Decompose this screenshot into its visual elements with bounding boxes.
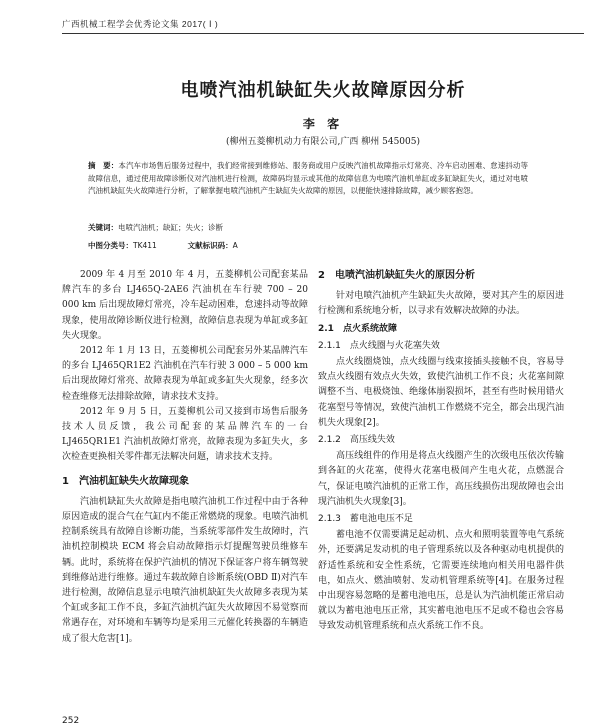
body-paragraph: 2012 年 9 月 5 日，五菱柳机公司又接到市场售后服务技术人员反馈，我公司配套的某品牌汽车的一台 LJ465QR1E1 汽油机故障灯常亮，故障表现为多缸失火，多次检查更换相关零件都无法解决问题，请求技术支持。	[62, 406, 308, 463]
doc-code-value: A	[232, 241, 238, 250]
subsubsection-heading: 2.1.3 蓄电池电压不足	[318, 514, 413, 525]
body-paragraph: 汽油机缺缸失火故障是指电喷汽油机工作过程中由于各种原因造成的混合气在气缸内不能正常燃烧的现象。电喷汽油机控制系统具有故障自诊断功能，当系统零部件发生故障时，汽油机控制模块 ECM 将会启动故障指示灯提醒驾驶员维修车辆。此时，系统将在保护汽油机的情况下保证客户将车辆驾驶到维修站进行维修。通过车载故障自诊断系统(OBD Ⅱ)对汽车进行检测，故障信息显示电喷汽油机缺缸失火故障多表现为某个缸或多缸工作不良，多缸汽油机汽缸失火故障因不易觉察而常遇存在，对环境和车辆等均是采用三元催化转换器的车辆造成了很大危害[1]。	[62, 496, 308, 644]
body-paragraph: 2012 年 1 月 13 日，五菱柳机公司配套另外某品牌汽车的多台 LJ465QR1E2 汽油机在汽车行驶 3 000 – 5 000 km 后出现故障灯常亮、故障表现为单缸或多缸失火现象，经多次检查维修无法排除故障，请求技术支持。	[62, 346, 308, 402]
body-paragraph: 2009 年 4 月至 2010 年 4 月，五菱柳机公司配套某品牌汽车的多台 LJ465Q-2AE6 汽油机在车行驶 700 – 20 000 km 后出现故障灯常亮，冷车起动困难，怠速抖动等故障现象，使用故障诊断仪进行检测，故障信息表现为单缸或多缸失火现象。	[62, 270, 308, 341]
clc-label: 中图分类号：	[88, 241, 133, 250]
abstract-label: 摘 要：	[88, 161, 119, 170]
subsubsection-heading: 2.1.1 点火线圈与火花塞失效	[318, 340, 440, 351]
subsection-heading: 2.1 点火系统故障	[318, 323, 397, 334]
keywords-line	[88, 222, 223, 233]
clc-value: TK411	[133, 241, 157, 250]
right-column	[318, 268, 564, 635]
author-name: 李 客	[302, 117, 344, 131]
doc-code-label: 文献标识码：	[187, 241, 233, 250]
keywords-text: 电喷汽油机；缺缸；失火；诊断	[118, 223, 223, 232]
abstract	[88, 160, 528, 198]
author-affiliation: (柳州五菱柳机动力有限公司,广西 柳州 545005)	[226, 137, 420, 147]
body-paragraph: 针对电喷汽油机产生缺缸失火故障，要对其产生的原因进行检测和系统地分析，以寻求有效解决故障的办法。	[318, 291, 564, 317]
header-rule	[62, 33, 584, 34]
page-number: 252	[62, 716, 80, 726]
left-column	[62, 268, 308, 647]
body-paragraph: 点火线圈烧蚀，点火线圈与线束接插头接触不良，容易导致点火线圈有效点火失效，致使汽油机工作不良；火花塞间隙调整不当、电极烧蚀、绝缘体崩裂损坏，甚至有些时候用错火花塞型号等情况，致使汽油机工作燃烧不完全，都会出现汽油机失火现象[2]。	[318, 357, 564, 428]
keywords-label: 关键词：	[88, 223, 118, 232]
classification-line	[88, 240, 238, 251]
abstract-text: 本汽车市场售后服务过程中，我们经常接到维修站、服务商或用户反映汽油机故障指示灯常亮、冷车启动困难、怠速抖动等故障信息，通过使用故障诊断仪对汽油机进行检测，故障码均显示或其他的故障信息为电喷汽油机单缸或多缸缺缸失火，通过对电喷汽油机缺缸失火故障进行分析，了解掌握电喷汽油机产生缺缸失火故障的原因，以便能快速排除故障，减少顾客抱怨。	[88, 161, 529, 195]
body-paragraph: 高压线组件的作用是将点火线圈产生的次级电压依次传输到各缸的火花塞，使得火花塞电极间产生电火花，点燃混合气，保证电喷汽油机的正常工作，高压线损伤出现故障也会出现汽油机失火现象[3]。	[318, 451, 564, 507]
section-heading-2: 2 电喷汽油机缺缸失火的原因分析	[318, 270, 475, 281]
article-title: 电喷汽油机缺缸失火故障原因分析	[180, 80, 466, 101]
section-heading-1: 1 汽油机缸缺失火故障现象	[62, 475, 189, 487]
subsubsection-heading: 2.1.2 高压线失效	[318, 435, 395, 446]
running-head: 广西机械工程学会优秀论文集 2017( Ⅰ )	[62, 19, 219, 29]
body-paragraph: 蓄电池不仅需要满足起动机、点火和照明装置等电气系统外，还要满足发动机的电子管理系统以及各种驱动电机提供的舒适性系统和安全性系统，它需要连续地向相关用电器件供电，如点火、燃油喷射、发动机管理系统等[4]。在服务过程中出现容易忽略的是蓄电池电压，总是认为汽油机能正常启动就以为蓄电池电压正常，其实蓄电池电压不足或不稳也会容易导致发动机管理系统和点火系统工作不良。	[318, 530, 564, 632]
